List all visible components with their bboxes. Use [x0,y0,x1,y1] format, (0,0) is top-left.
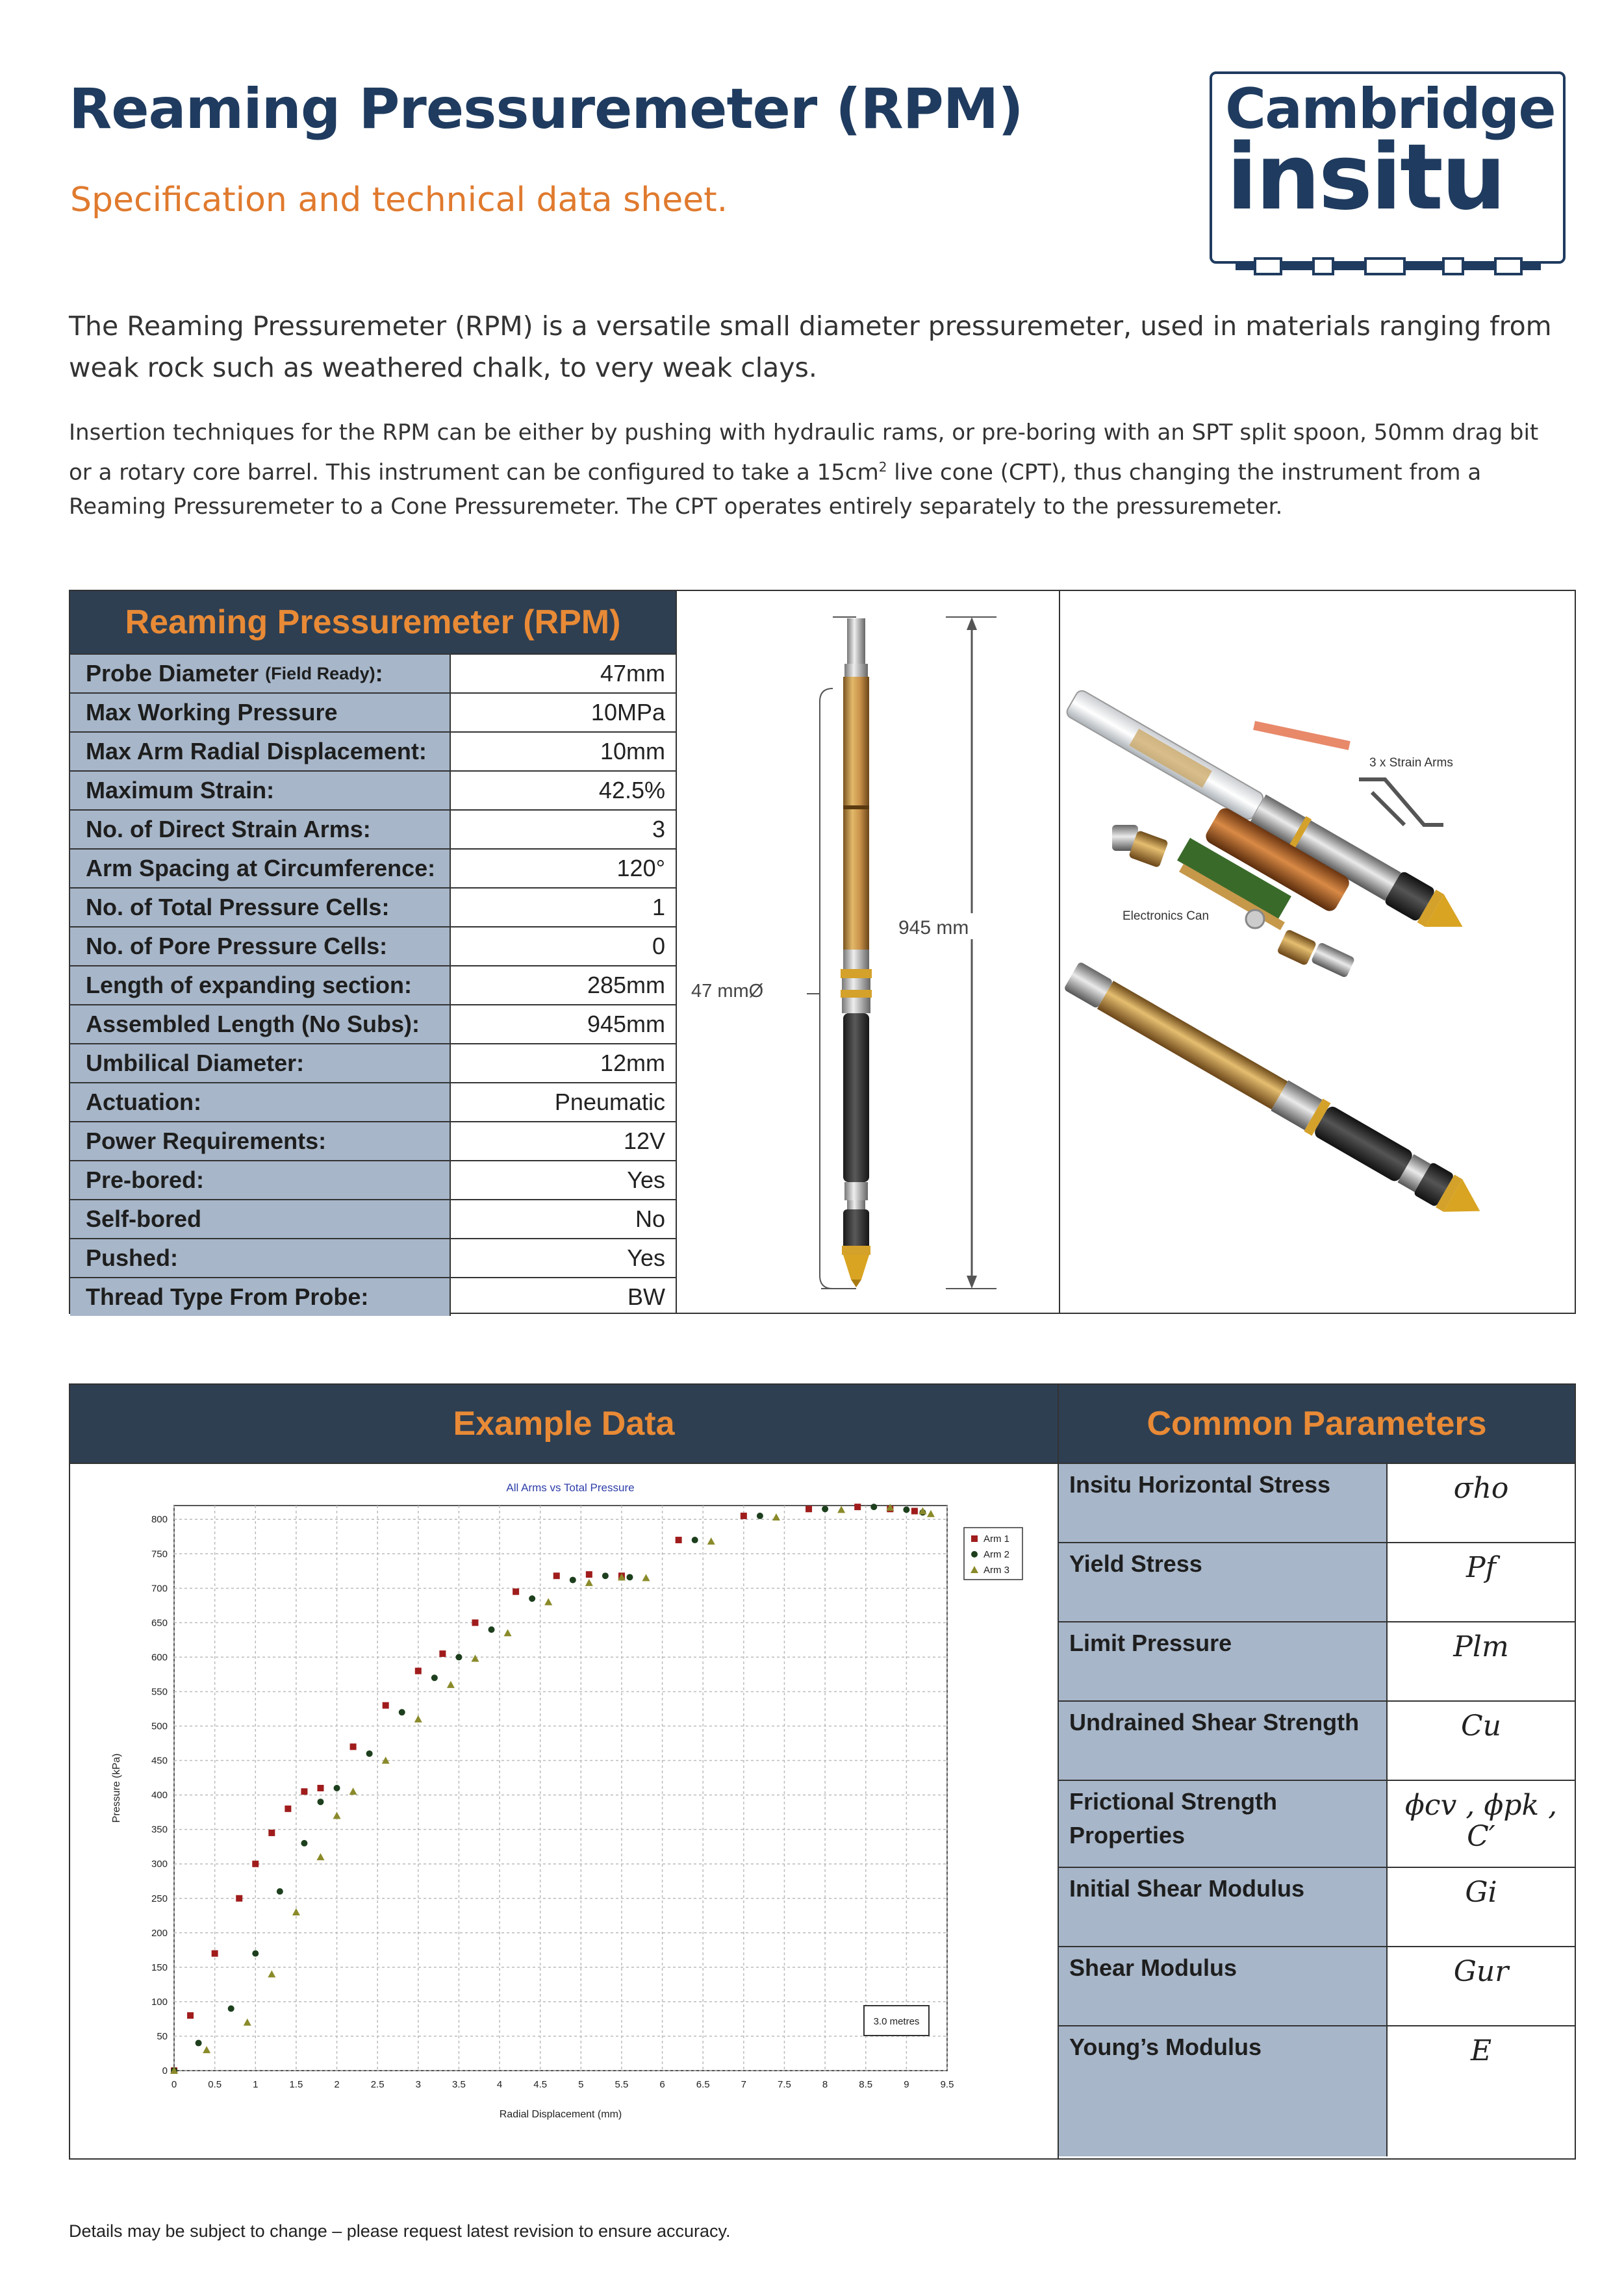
param-name: Yield Stress [1059,1543,1388,1621]
legend-label: Arm 1 [983,1533,1010,1545]
spec-row [70,731,676,770]
logo-line-1: Cambridge [1225,77,1555,142]
param-row [1059,1702,1575,1781]
param-name: Limit Pressure [1059,1622,1388,1700]
spec-section [69,590,1576,1314]
data-point [301,1788,307,1795]
y-tick-label: 100 [151,1996,168,2008]
param-symbol: Pf [1466,1551,1496,1584]
y-tick-label: 500 [151,1721,168,1732]
y-tick-label: 300 [151,1858,168,1870]
data-point [228,2006,235,2012]
param-row [1059,1543,1575,1622]
intro-paragraph-1: The Reaming Pressuremeter (RPM) is a versatile small diameter pressuremeter, used in materials ranging from weak rock such as weathered chalk, to very weak clays. [69,310,1552,383]
data-point [252,1861,259,1867]
param-name: Frictional Strength Properties [1059,1781,1388,1867]
data-point [553,1572,560,1579]
x-axis-label: Radial Displacement (mm) [499,2109,622,2120]
data-point [870,1504,877,1510]
data-point [196,2040,202,2047]
y-tick-label: 350 [151,1824,168,1836]
param-name: Initial Shear Modulus [1059,1868,1388,1946]
spec-label: Self-bored [70,1200,451,1238]
data-point [529,1595,535,1602]
x-tick-label: 4.5 [533,2079,548,2090]
param-row [1059,2026,1575,2156]
param-name: Shear Modulus [1059,1947,1388,2025]
y-axis-ticks [151,1514,168,2076]
spec-value: Pneumatic [554,1089,665,1115]
spec-row [70,965,676,1004]
probe-drawing [677,591,1059,1313]
data-point [741,1513,747,1519]
data-point [971,1535,978,1542]
data-point [602,1572,609,1579]
chart-title: All Arms vs Total Pressure [506,1482,635,1494]
spec-row [70,1121,676,1160]
spec-row [70,1043,676,1082]
spec-value: 10MPa [590,699,665,725]
spec-label: Actuation: [70,1083,451,1121]
y-tick-label: 50 [157,2030,168,2042]
data-section [69,1383,1576,2160]
data-point [268,1830,275,1836]
y-tick-label: 150 [151,1962,168,1973]
spec-value: 10mm [600,738,665,764]
x-tick-label: 6 [659,2079,665,2090]
length-dimension-label: 945 mm [898,917,969,939]
spec-value: Yes [627,1167,665,1193]
param-name: Young’s Modulus [1059,2026,1388,2156]
y-tick-label: 800 [151,1514,168,1526]
spec-row [70,809,676,848]
x-tick-label: 5 [578,2079,584,2090]
spec-value: 0 [652,933,665,959]
data-point [252,1950,259,1957]
pressure-displacement-chart [96,1473,1045,2123]
data-point [236,1895,242,1902]
x-tick-label: 7.5 [778,2079,791,2090]
x-tick-label: 1 [253,2079,259,2090]
data-point [212,1950,218,1957]
spec-label: Max Working Pressure [70,694,451,731]
x-tick-label: 8 [822,2079,828,2090]
y-tick-label: 550 [151,1686,168,1698]
spec-label: Max Arm Radial Displacement: [70,733,451,770]
param-row [1059,1781,1575,1868]
param-row [1059,1868,1575,1947]
param-symbol: Gur [1453,1955,1509,1988]
x-tick-label: 5.5 [615,2079,629,2090]
data-point [415,1668,422,1674]
x-tick-label: 3 [415,2079,421,2090]
legend-label: Arm 2 [983,1549,1010,1560]
spec-value: 945mm [587,1011,665,1037]
spec-row [70,1277,676,1316]
y-tick-label: 250 [151,1893,168,1904]
param-symbol: Gi [1465,1876,1497,1909]
x-tick-label: 4 [496,2079,503,2090]
logo-line-2: insitu [1226,125,1504,231]
strain-arms-label: 3 x Strain Arms [1369,756,1453,770]
data-point [350,1743,357,1750]
x-tick-label: 1.5 [289,2079,303,2090]
param-row [1059,1947,1575,2026]
x-tick-label: 2.5 [370,2079,385,2090]
spec-row [70,1238,676,1277]
data-point [971,1551,978,1558]
electronics-can-label: Electronics Can [1123,909,1210,923]
spec-value: 120° [616,855,665,881]
spec-label: Umbilical Diameter: [70,1044,451,1082]
y-tick-label: 700 [151,1583,168,1595]
data-point [285,1806,291,1812]
data-point [317,1785,324,1791]
logo-probe-icon [1236,253,1547,279]
spec-label: Pre-bored: [70,1161,451,1199]
data-point [439,1650,446,1657]
data-point [431,1674,438,1681]
spec-value: 1 [652,894,665,920]
data-point [472,1619,478,1626]
param-symbol: σho [1453,1472,1509,1505]
x-tick-label: 0 [171,2079,177,2090]
spec-label: No. of Pore Pressure Cells: [70,927,451,965]
x-tick-label: 2 [334,2079,340,2090]
spec-value: 3 [652,816,665,842]
spec-label: Pushed: [70,1239,451,1277]
data-point [513,1589,519,1595]
spec-value: 12mm [600,1050,665,1076]
y-tick-label: 650 [151,1617,168,1629]
data-point [399,1709,405,1715]
x-tick-label: 8.5 [859,2079,873,2090]
spec-label: Arm Spacing at Circumference: [70,850,451,887]
spec-row [70,848,676,887]
y-tick-label: 750 [151,1548,168,1560]
spec-row [70,1160,676,1199]
intro-paragraph-2: Insertion techniques for the RPM can be either by pushing with hydraulic rams, or pre-boring with an SPT split spoon, 50mm drag bit or a rotary core barrel. This instrument can be configured to take a $15cm^2$ live cone (CPT), thus changing the instrument from a Reaming Pressuremeter to a Cone Pressuremeter. The CPT operates entirely separately to the pressuremeter. [69,420,1539,520]
x-tick-label: 0.5 [208,2079,222,2090]
data-point [626,1574,633,1580]
spec-table [70,653,676,1316]
data-point [586,1571,592,1578]
spec-label: Power Requirements: [70,1122,451,1160]
data-point [854,1504,861,1510]
footer-note: Details may be subject to change – please request latest revision to ensure accuracy. [69,2221,731,2241]
data-point [676,1537,682,1543]
chart-annotation: 3.0 metres [873,2016,920,2027]
common-parameters-heading: Common Parameters [1059,1385,1575,1463]
example-data-heading: Example Data [70,1385,1058,1463]
y-axis-label: Pressure (kPa) [111,1753,122,1823]
spec-value: 285mm [587,972,665,998]
spec-label: Thread Type From Probe: [70,1278,451,1316]
data-point [187,2012,194,2019]
spec-row [70,1082,676,1121]
x-tick-label: 9.5 [940,2079,954,2090]
param-symbol: ϕcv , ϕpk , C′ [1404,1789,1558,1853]
param-name: Undrained Shear Strength [1059,1702,1388,1780]
spec-value: Yes [627,1244,665,1271]
company-logo [1210,68,1573,282]
data-point [488,1626,495,1633]
param-symbol: Cu [1460,1709,1501,1743]
data-point [455,1654,462,1660]
spec-label: Assembled Length (No Subs): [70,1005,451,1043]
page-title: Reaming Pressuremeter (RPM) [69,77,1023,142]
plot-area [174,1506,947,2071]
data-point [822,1506,828,1512]
spec-heading: Reaming Pressuremeter (RPM) [70,591,676,653]
spec-value: 42.5% [598,777,665,803]
data-point [570,1577,576,1583]
data-point [383,1702,389,1709]
spec-row [70,1004,676,1043]
spec-row [70,887,676,926]
spec-value: 12V [623,1128,665,1154]
spec-row [70,926,676,965]
spec-label: Length of expanding section: [70,966,451,1004]
data-point [317,1798,324,1805]
param-name: Insitu Horizontal Stress [1059,1464,1388,1542]
data-point [757,1513,763,1519]
param-row [1059,1464,1575,1543]
parameters-table [1059,1464,1575,2156]
spec-row [70,1199,676,1238]
param-row [1059,1622,1575,1702]
spec-value: BW [628,1283,665,1310]
data-point [806,1506,812,1512]
data-point [277,1888,283,1895]
x-tick-label: 6.5 [696,2079,710,2090]
data-point [301,1840,307,1847]
spec-row [70,692,676,731]
exploded-assembly-illustration [1060,591,1576,1313]
spec-row [70,770,676,809]
spec-label: Maximum Strain: [70,772,451,809]
x-tick-label: 7 [741,2079,747,2090]
x-tick-label: 9 [904,2079,909,2090]
param-symbol: Plm [1453,1630,1509,1663]
y-tick-label: 600 [151,1652,168,1663]
y-tick-label: 200 [151,1927,168,1939]
param-symbol: E [1470,2034,1492,2067]
y-tick-label: 0 [162,2065,168,2076]
data-point [911,1508,918,1514]
data-point [692,1537,698,1543]
x-axis-ticks [171,2079,954,2090]
diameter-dimension-label: 47 mmØ [691,981,764,1002]
x-tick-label: 3.5 [451,2079,466,2090]
y-tick-label: 450 [151,1755,168,1767]
y-tick-label: 400 [151,1789,168,1801]
data-point [334,1785,340,1791]
spec-value: 47mm [600,660,665,687]
data-point [903,1506,909,1513]
page-subtitle: Specification and technical data sheet. [70,181,728,220]
chart-legend [964,1528,1022,1580]
spec-label: No. of Total Pressure Cells: [70,889,451,926]
spec-row [70,653,676,692]
spec-label: No. of Direct Strain Arms: [70,811,451,848]
data-point [366,1750,373,1757]
legend-label: Arm 3 [983,1565,1010,1576]
spec-value: No [635,1205,665,1232]
spec-label: Probe Diameter (Field Ready) : [70,655,451,692]
